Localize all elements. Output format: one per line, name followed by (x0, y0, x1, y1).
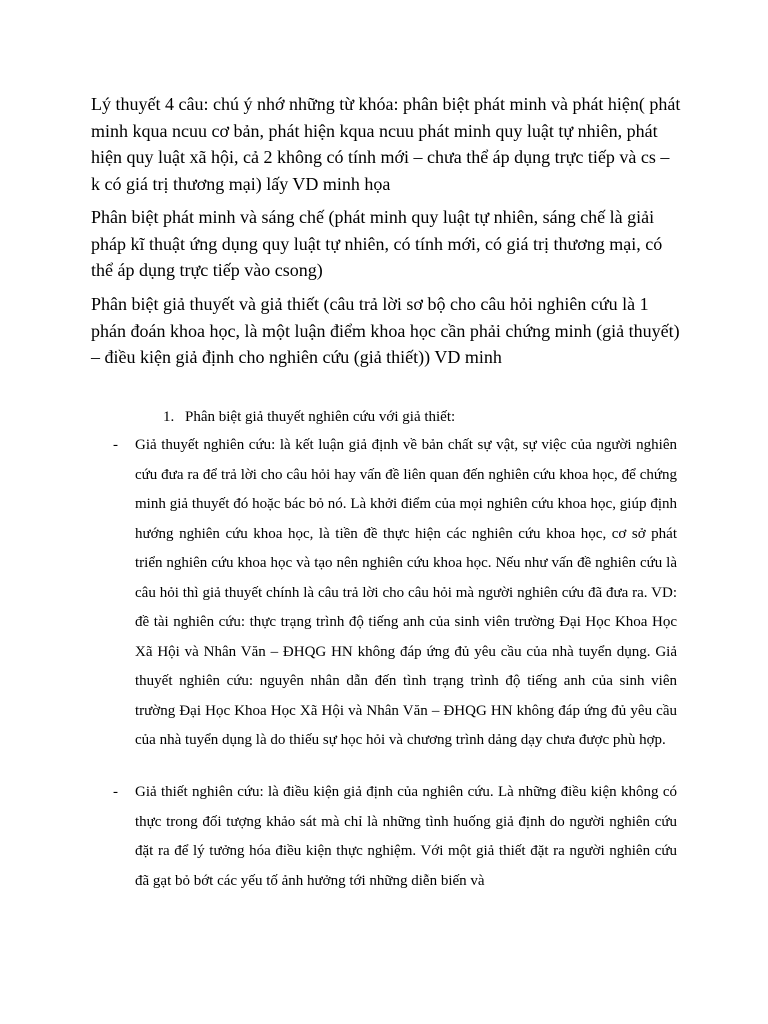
paragraph-discovery-vs-invention: Lý thuyết 4 câu: chú ý nhớ những từ khóa: phân biệt phát minh và phát hiện( phát minh kqua ncuu cơ bản, phát hiện kqua ncuu phát minh quy luật tự nhiên, phát hiện quy luật xã hội, cả 2 không có tính mới – chưa thể áp dụng trực tiếp và cs – k có giá trị thương mại) lấy VD minh họa (91, 94, 681, 194)
bullet-item-hypothesis (113, 431, 677, 756)
paragraph-hypothesis-vs-assumption: Phân biệt giả thuyết và giả thiết (câu trả lời sơ bộ cho câu hỏi nghiên cứu là 1 phán đoán khoa học, là một luận điểm khoa học cần phải chứng minh (giả thuyết) – điều kiện giả định cho nghiên cứu (giả thiết)) VD minh (91, 294, 680, 367)
numbered-heading-text: Phân biệt giả thuyết nghiên cứu với giả thiết: (185, 409, 456, 425)
bullet-item-assumption (113, 778, 677, 896)
bullet-text: Giả thuyết nghiên cứu: là kết luận giả định về bản chất sự vật, sự việc của người nghiên cứu đưa ra để trả lời cho câu hỏi hay vấn đề liên quan đến nghiên cứu khoa học, để chứng minh giả thuyết đó hoặc bác bỏ nó. Là khởi điểm của mọi nghiên cứu khoa học, giúp định hướng nghiên cứu khoa học, là tiền đề thực hiện các nghiên cứu khoa học, cơ sở phát triển nghiên cứu khoa học và tạo nên nghiên cứu khoa học. Nếu như vấn đề nghiên cứu là câu hỏi thì giả thuyết chính là câu trả lời cho câu hỏi mà người nghiên cứu đã đưa ra. VD: đề tài nghiên cứu: thực trạng trình độ tiếng anh của sinh viên trường Đại Học Khoa Học Xã Hội và Nhân Văn – ĐHQG HN không đáp ứng đủ yêu cầu của nhà tuyển dụng. Giả thuyết nghiên cứu: nguyên nhân dẫn đến tình trạng trình độ tiếng anh của sinh viên trường Đại Học Khoa Học Xã Hội và Nhân Văn – ĐHQG HN không đáp ứng đủ yêu cầu của nhà tuyển dụng là do thiếu sự học hỏi và chương trình dảng dạy chưa được phù hợp. (135, 437, 677, 748)
bullet-text: Giả thiết nghiên cứu: là điều kiện giả định của nghiên cứu. Là những điều kiện không có thực trong đối tượng khảo sát mà chỉ là những tình huống giả định do người nghiên cứu đặt ra để lý tưởng hóa điều kiện thực nghiệm. Với một giả thiết đặt ra người nghiên cứu đã gạt bỏ bớt các yếu tố ảnh hưởng tới những diễn biến và (135, 784, 677, 889)
numbered-heading (163, 406, 683, 428)
list-number: 1. (163, 409, 175, 425)
bullet-marker: - (113, 784, 118, 800)
bullet-marker: - (113, 437, 118, 453)
paragraph-invention-vs-patent: Phân biệt phát minh và sáng chế (phát minh quy luật tự nhiên, sáng chế là giải pháp kĩ thuật ứng dụng quy luật tự nhiên, có tính mới, có giá trị thương mại, có thể áp dụng trực tiếp vào csong) (91, 207, 663, 280)
